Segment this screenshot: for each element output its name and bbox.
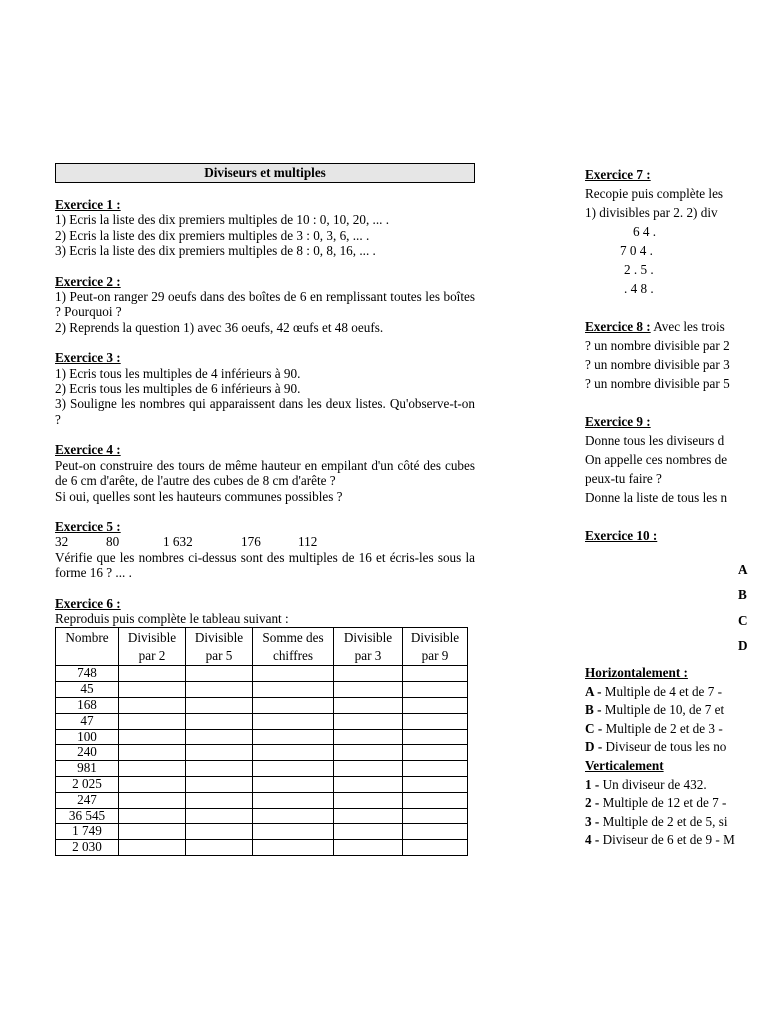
- exercise-3-line-1: 1) Ecris tous les multiples de 4 inférieurs à 90.: [55, 365, 301, 381]
- table-cell-empty: [334, 697, 403, 713]
- table-cell-empty: [403, 666, 468, 682]
- table-cell-number: 2 030: [56, 840, 119, 856]
- table-header-cell: Divisible par 3: [334, 628, 403, 666]
- table-header-row: [56, 628, 468, 666]
- table-cell-empty: [403, 697, 468, 713]
- exercise-8-line-3: ? un nombre divisible par 5: [585, 376, 730, 391]
- exercise-9-line-2: On appelle ces nombres de: [585, 452, 728, 467]
- table-cell-empty: [186, 792, 253, 808]
- table-cell-empty: [403, 824, 468, 840]
- exercise-2: [55, 274, 475, 336]
- table-cell-empty: [334, 840, 403, 856]
- table-row: [56, 776, 468, 792]
- exercise-6: [55, 596, 475, 856]
- table-cell-empty: [253, 761, 334, 777]
- table-row: [56, 729, 468, 745]
- table-cell-empty: [403, 729, 468, 745]
- table-cell-empty: [186, 697, 253, 713]
- table-cell-empty: [403, 776, 468, 792]
- exercise-8-heading: Exercice 8 :: [585, 319, 651, 334]
- table-cell-empty: [186, 745, 253, 761]
- table-cell-empty: [334, 761, 403, 777]
- exercise-5-number: 1 632: [163, 534, 193, 550]
- exercise-4-heading: Exercice 4 :: [55, 442, 121, 458]
- table-header-cell: Somme des chiffres: [253, 628, 334, 666]
- table-row: [56, 697, 468, 713]
- table-cell-empty: [334, 666, 403, 682]
- table-cell-number: 748: [56, 666, 119, 682]
- table-cell-empty: [253, 697, 334, 713]
- exercise-9-line-3: peux-tu faire ?: [585, 471, 662, 486]
- exercise-1-line-1: 1) Ecris la liste des dix premiers multiples de 10 : 0, 10, 20, ... .: [55, 212, 390, 228]
- table-cell-number: 2 025: [56, 776, 119, 792]
- exercise-8-title-line: [585, 317, 768, 336]
- table-cell-number: 168: [56, 697, 119, 713]
- exercise-2-heading: Exercice 2 :: [55, 273, 121, 289]
- table-cell-number: 47: [56, 713, 119, 729]
- table-cell-number: 45: [56, 682, 119, 698]
- table-cell-empty: [119, 792, 186, 808]
- crossword-row-letter-c: C: [738, 613, 748, 628]
- page-title: Diviseurs et multiples: [55, 163, 475, 183]
- vertical-clue-3: 3 - Multiple de 2 et de 5, si: [585, 813, 728, 829]
- table-cell-number: 1 749: [56, 824, 119, 840]
- table-cell-empty: [253, 682, 334, 698]
- table-cell-empty: [119, 824, 186, 840]
- exercise-5-number: 80: [106, 534, 120, 550]
- table-row: [56, 840, 468, 856]
- table-cell-empty: [253, 808, 334, 824]
- table-cell-empty: [119, 840, 186, 856]
- crossword-clues: [585, 664, 735, 850]
- table-cell-empty: [403, 745, 468, 761]
- table-header-cell: Divisible par 2: [119, 628, 186, 666]
- exercise-9-heading: Exercice 9 :: [585, 414, 651, 429]
- table-cell-empty: [334, 682, 403, 698]
- exercise-7-digit-4: . 4 8 .: [624, 281, 654, 296]
- table-cell-empty: [186, 729, 253, 745]
- table-cell-empty: [403, 682, 468, 698]
- table-cell-empty: [186, 761, 253, 777]
- exercise-5: [55, 519, 475, 581]
- table-cell-empty: [186, 682, 253, 698]
- horizontal-clue-c: C - Multiple de 2 et de 3 -: [585, 720, 723, 736]
- table-cell-empty: [403, 840, 468, 856]
- table-cell-empty: [334, 792, 403, 808]
- exercise-2-question-1: 1) Peut-on ranger 29 oeufs dans des boîtes de 6 en remplissant toutes les boîtes ? Pourquoi ?: [55, 289, 475, 320]
- table-row: [56, 761, 468, 777]
- table-cell-number: 981: [56, 761, 119, 777]
- exercise-5-instruction: Vérifie que les nombres ci-dessus sont des multiples de 16 et écris-les sous la forme 16 ? ... .: [55, 549, 475, 581]
- horizontal-clue-a: A - Multiple de 4 et de 7 -: [585, 683, 722, 699]
- table-cell-number: 247: [56, 792, 119, 808]
- exercise-1-line-3: 3) Ecris la liste des dix premiers multiples de 8 : 0, 8, 16, ... .: [55, 243, 376, 259]
- table-cell-empty: [403, 792, 468, 808]
- vertical-clues-title: Verticalement: [585, 757, 664, 773]
- table-cell-empty: [186, 666, 253, 682]
- horizontal-clue-d: D - Diviseur de tous les no: [585, 739, 727, 755]
- table-cell-empty: [119, 682, 186, 698]
- exercise-5-number: 112: [298, 534, 318, 550]
- table-cell-empty: [253, 776, 334, 792]
- exercise-7-digit-3: 2 . 5 .: [624, 262, 654, 277]
- table-cell-empty: [186, 808, 253, 824]
- exercise-7-line-1: Recopie puis complète les: [585, 186, 724, 201]
- table-cell-empty: [403, 713, 468, 729]
- table-row: [56, 713, 468, 729]
- exercise-7-digit-2: 7 0 4 .: [620, 243, 653, 258]
- exercise-3-heading: Exercice 3 :: [55, 350, 121, 366]
- vertical-clue-1: 1 - Un diviseur de 432.: [585, 776, 707, 792]
- exercise-5-number: 176: [241, 534, 261, 550]
- table-cell-empty: [253, 840, 334, 856]
- table-cell-empty: [186, 840, 253, 856]
- table-cell-empty: [119, 745, 186, 761]
- exercise-7-heading: Exercice 7 :: [585, 167, 651, 182]
- exercise-3: [55, 350, 475, 427]
- horizontal-clue-b: B - Multiple de 10, de 7 et: [585, 702, 725, 718]
- table-cell-empty: [334, 745, 403, 761]
- table-cell-empty: [253, 824, 334, 840]
- exercise-3-line-2: 2) Ecris tous les multiples de 6 inférieurs à 90.: [55, 381, 301, 397]
- vertical-clue-2: 2 - Multiple de 12 et de 7 -: [585, 795, 727, 811]
- exercise-6-intro: Reproduis puis complète le tableau suivant :: [55, 610, 289, 626]
- horizontal-clues-title: Horizontalement :: [585, 665, 688, 680]
- exercise-8-heading-rest: Avec les trois: [650, 319, 725, 334]
- exercise-6-heading: Exercice 6 :: [55, 595, 121, 611]
- table-cell-empty: [334, 713, 403, 729]
- table-row: [56, 824, 468, 840]
- table-cell-empty: [119, 697, 186, 713]
- table-row: [56, 792, 468, 808]
- exercise-2-question-2: 2) Reprends la question 1) avec 36 oeufs, 42 œufs et 48 oeufs.: [55, 319, 384, 335]
- exercise-10-heading: Exercice 10 :: [585, 528, 658, 543]
- table-cell-number: 36 545: [56, 808, 119, 824]
- table-cell-empty: [334, 729, 403, 745]
- exercise-5-numbers: [55, 534, 475, 549]
- table-cell-empty: [119, 666, 186, 682]
- exercise-1-heading: Exercice 1 :: [55, 197, 121, 212]
- exercise-1-line-2: 2) Ecris la liste des dix premiers multiples de 3 : 0, 3, 6, ... .: [55, 227, 370, 243]
- table-cell-empty: [186, 824, 253, 840]
- table-cell-empty: [334, 808, 403, 824]
- exercise-1: [55, 197, 475, 259]
- table-cell-number: 240: [56, 745, 119, 761]
- table-cell-number: 100: [56, 729, 119, 745]
- exercise-3-line-3: 3) Souligne les nombres qui apparaissent dans les deux listes. Qu'observe-t-on ?: [55, 396, 475, 427]
- table-body: [56, 666, 468, 856]
- table-header-cell: Divisible par 5: [186, 628, 253, 666]
- table-cell-empty: [253, 745, 334, 761]
- table-cell-empty: [253, 792, 334, 808]
- table-cell-empty: [186, 776, 253, 792]
- table-cell-empty: [119, 729, 186, 745]
- table-row: [56, 808, 468, 824]
- table-cell-empty: [253, 713, 334, 729]
- exercise-4: [55, 442, 475, 504]
- table-cell-empty: [119, 761, 186, 777]
- vertical-clue-4: 4 - Diviseur de 6 et de 9 - M: [585, 832, 735, 848]
- table-cell-empty: [186, 713, 253, 729]
- exercise-5-number: 32: [55, 534, 69, 550]
- table-header-cell: Divisible par 9: [403, 628, 468, 666]
- table-cell-empty: [403, 761, 468, 777]
- table-cell-empty: [334, 824, 403, 840]
- table-cell-empty: [119, 713, 186, 729]
- table-cell-empty: [334, 776, 403, 792]
- exercise-7-digit-1: 6 4 .: [633, 224, 657, 239]
- table-cell-empty: [119, 776, 186, 792]
- right-column: [585, 165, 768, 545]
- exercise-8-line-1: ? un nombre divisible par 2: [585, 338, 730, 353]
- divisibility-table: [55, 627, 468, 856]
- table-row: [56, 745, 468, 761]
- table-row: [56, 666, 468, 682]
- exercise-5-heading: Exercice 5 :: [55, 518, 121, 534]
- crossword-row-letter-b: B: [738, 587, 747, 602]
- table-cell-empty: [253, 666, 334, 682]
- table-header-cell: Nombre: [56, 628, 119, 666]
- exercise-4-follow-up: Si oui, quelles sont les hauteurs communes possibles ?: [55, 488, 343, 504]
- exercise-8-line-2: ? un nombre divisible par 3: [585, 357, 730, 372]
- exercise-4-question: Peut-on construire des tours de même hauteur en empilant d'un côté des cubes de 6 cm d'arête, de l'autre des cubes de 8 cm d'arête ?: [55, 457, 475, 489]
- exercise-9-line-1: Donne tous les diviseurs d: [585, 433, 725, 448]
- exercise-9-line-4: Donne la liste de tous les n: [585, 490, 728, 505]
- crossword-row-letter-d: D: [738, 638, 748, 653]
- table-cell-empty: [253, 729, 334, 745]
- crossword-row-letter-a: A: [738, 562, 748, 577]
- exercise-7-line-2: 1) divisibles par 2. 2) div: [585, 205, 718, 220]
- left-column: [55, 163, 475, 856]
- table-cell-empty: [119, 808, 186, 824]
- table-row: [56, 682, 468, 698]
- table-cell-empty: [403, 808, 468, 824]
